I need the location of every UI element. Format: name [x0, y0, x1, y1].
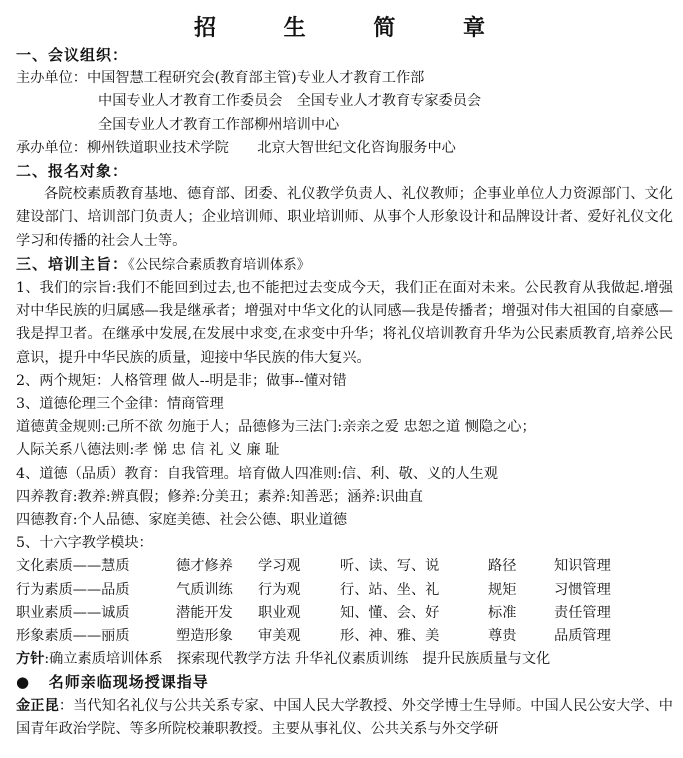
table-cell: 潜能开发: [176, 604, 233, 621]
host-org-3: 全国专业人才教育工作部柳州培训中心: [98, 116, 340, 133]
section-heading-audience: 二、报名对象：: [16, 162, 129, 181]
four-virtues-line: 四德教育:个人品德、家庭美德、社会公德、职业道德: [16, 512, 348, 529]
teachers-heading-line: [16, 671, 673, 694]
table-cell: 气质训练: [176, 581, 233, 598]
teaching-modules-table: [16, 555, 661, 648]
table-cell: 路径: [488, 558, 517, 575]
golden-rule-line: 道德黄金规则:己所不欲 勿施于人；品德修为三法门:亲亲之爱 忠恕之道 恻隐之心；: [16, 419, 536, 436]
table-row: [16, 602, 661, 625]
table-cell: 标准: [488, 604, 517, 621]
bullet-icon: ●: [16, 673, 31, 692]
page-title: 招 生 简 章: [194, 15, 515, 41]
table-row: [16, 555, 661, 578]
section-heading-organization: 一、会议组织：: [16, 46, 129, 64]
table-cell: 文化素质——慧质: [16, 558, 130, 575]
teacher-bio: [16, 695, 673, 741]
table-cell: 知识管理: [554, 558, 611, 575]
organizer-line: [16, 137, 673, 160]
host-org-2: 中国专业人才教育工作委员会 全国专业人才教育专家委员会: [98, 93, 482, 110]
four-cultivation-line: 四养教育:教养:辨真假；修养:分美丑；素养:知善恶；涵养:识曲直: [16, 488, 423, 505]
organizer-text: 柳州铁道职业技术学院 北京大智世纪文化咨询服务中心: [86, 139, 456, 156]
host-line-1: [16, 67, 673, 90]
table-row: [16, 625, 661, 648]
audience-paragraph: 各院校素质教育基地、德育部、团委、礼仪教学负责人、礼仪教师；企事业单位人力资源部门、文化建设部门、培训部门负责人；企业培训师、职业培训师、从事个人形象设计和品牌设计者、爱好礼仪文化学习和传播的社会人士等。: [16, 186, 673, 249]
table-cell: 听、读、写、说: [340, 558, 440, 575]
method-text: :确立素质培训体系 探索现代教学方法 升华礼仪素质训练 提升民族质量与文化: [44, 651, 551, 668]
table-cell: 职业观: [258, 604, 301, 621]
organizer-label: 承办单位：: [16, 139, 87, 156]
method-label: 方针: [16, 651, 45, 668]
section-heading-purpose: 三、培训主旨：: [16, 254, 129, 273]
table-cell: 形、神、雅、美: [340, 628, 440, 645]
host-org-1: 中国智慧工程研究会(教育部主管)专业人才教育工作部: [86, 70, 425, 87]
method-line: [16, 648, 673, 671]
table-row: [16, 579, 661, 602]
eight-virtues-line: 人际关系八德法则:孝 悌 忠 信 礼 义 廉 耻: [16, 442, 280, 459]
purpose-paragraph-5: 5、十六字教学模块：: [16, 535, 153, 552]
table-cell: 行为观: [258, 581, 301, 598]
teacher-bio-text: ：当代知名礼仪与公共关系专家、中国人民大学教授、外交学博士生导师。中国人民公安大学、中国青年政治学院、等多所院校兼职教授。主要从事礼仪、公共关系与外交学研: [16, 697, 673, 737]
table-cell: 职业素质——诚质: [16, 604, 130, 621]
purpose-subtitle: 《公民综合素质教育培训体系》: [128, 256, 311, 273]
table-cell: 尊贵: [488, 628, 517, 645]
host-label: 主办单位：: [16, 70, 87, 87]
teachers-heading: 名师亲临现场授课指导: [48, 673, 209, 692]
purpose-paragraph-3: 3、道德伦理三个金律：情商管理: [16, 396, 224, 413]
table-cell: 习惯管理: [554, 581, 611, 598]
table-cell: 品质管理: [554, 628, 611, 645]
table-cell: 行为素质——品质: [16, 581, 130, 598]
purpose-paragraph-1: 1、我们的宗旨:我们不能回到过去,也不能把过去变成今天，我们正在面对未来。公民教育从我做起.增强对中华民族的归属感—我是继承者；增强对中华文化的认同感—我是传播者；增强对伟大祖国的自豪感—我是捍卫者。在继承中发展,在发展中求变,在求变中升华；将礼仪培训教育升华为公民素质教育,培养公民意识，提升中华民族的质量，迎接中华民族的伟大复兴。: [16, 280, 673, 366]
section-heading-purpose-line: [16, 253, 673, 277]
purpose-paragraph-4: 4、道德（品质）教育：自我管理。培育做人四准则:信、利、敬、义的人生观: [16, 465, 498, 482]
table-cell: 规矩: [488, 581, 517, 598]
table-cell: 德才修养: [176, 558, 233, 575]
table-cell: 责任管理: [554, 604, 611, 621]
table-cell: 学习观: [258, 558, 301, 575]
purpose-paragraph-2: 2、两个规矩：人格管理 做人--明是非；做事--懂对错: [16, 372, 347, 389]
table-cell: 行、站、坐、礼: [340, 581, 440, 598]
table-cell: 审美观: [258, 628, 301, 645]
table-cell: 形象素质——丽质: [16, 628, 130, 645]
teacher-name: 金正昆: [16, 697, 59, 714]
table-cell: 塑造形象: [176, 628, 233, 645]
table-cell: 知、懂、会、好: [340, 604, 440, 621]
